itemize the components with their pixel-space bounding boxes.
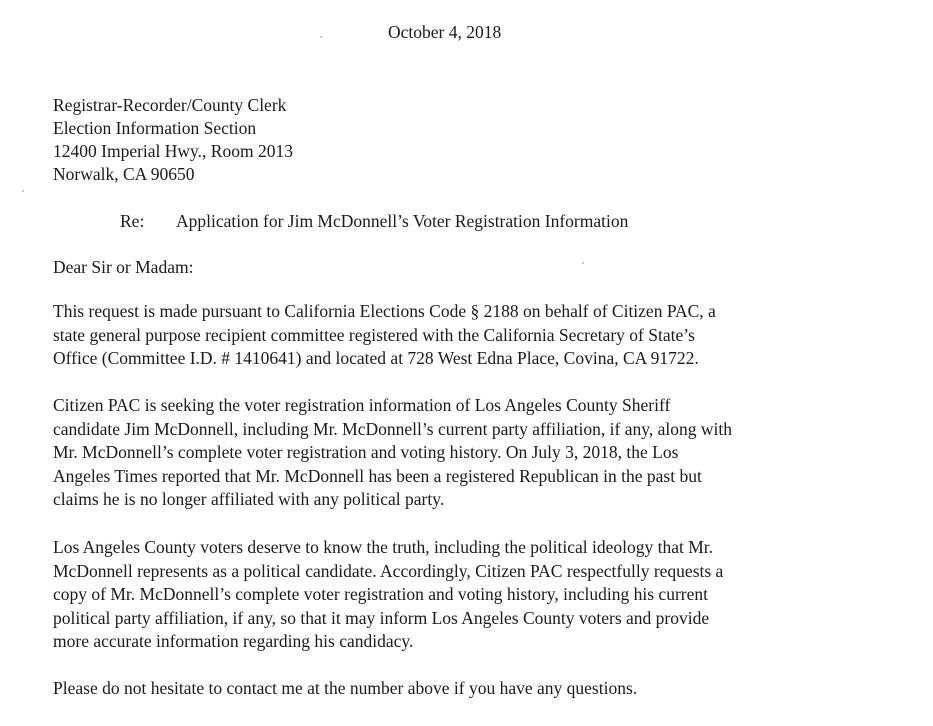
subject-text: Application for Jim McDonnell’s Voter Registration Information [176,211,629,231]
address-line: Election Information Section [53,118,257,138]
closing-paragraph [53,677,873,701]
scan-speck [320,36,322,38]
paragraph-line: copy of Mr. McDonnell’s complete voter registration and voting history, including his current [53,584,708,604]
address-line: Norwalk, CA 90650 [53,164,195,184]
paragraph-line: claims he is no longer affiliated with any political party. [53,489,445,509]
paragraph-line: state general purpose recipient committee registered with the California Secretary of State’s [53,324,695,345]
paragraph-line: candidate Jim McDonnell, including Mr. McDonnell’s current party affiliation, if any, along with [53,418,732,439]
paragraph-line: Mr. McDonnell’s complete voter registration and voting history. On July 3, 2018, the Los [53,442,679,462]
subject-line [120,211,628,232]
body-paragraph [53,300,873,371]
paragraph-line: Citizen PAC is seeking the voter registration information of Los Angeles County Sheriff [53,395,671,415]
body-paragraph [53,536,873,654]
paragraph-line: Angeles Times reported that Mr. McDonnell has been a registered Republican in the past but [53,465,702,486]
paragraph-line: political party affiliation, if any, so that it may inform Los Angeles County voters and provide [53,607,710,628]
paragraph-line: Los Angeles County voters deserve to know the truth, including the political ideology that Mr. [53,537,714,557]
paragraph-line: Office (Committee I.D. # 1410641) and located at 728 West Edna Place, Covina, CA 91722. [53,348,699,368]
paragraph-line: Please do not hesitate to contact me at the number above if you have any questions. [53,678,638,698]
address-line: 12400 Imperial Hwy., Room 2013 [53,141,293,161]
recipient-address [53,94,293,186]
paragraph-line: This request is made pursuant to California Elections Code § 2188 on behalf of Citizen PAC, a [53,301,716,321]
scan-speck [22,190,24,192]
paragraph-line: McDonnell represents as a political candidate. Accordingly, Citizen PAC respectfully requests a [53,560,724,581]
address-line: Registrar-Recorder/County Clerk [53,95,287,115]
scan-speck [582,262,584,264]
subject-label: Re: [120,211,145,231]
letter-date: October 4, 2018 [388,22,502,42]
paragraph-line: more accurate information regarding his candidacy. [53,631,414,651]
body-paragraph [53,394,873,512]
salutation: Dear Sir or Madam: [53,257,194,277]
